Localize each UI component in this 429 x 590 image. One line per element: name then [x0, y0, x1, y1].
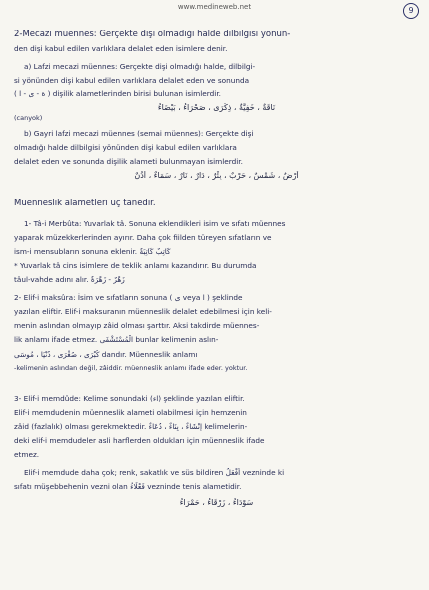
text-line: Elif-i memdudenin müenneslik alameti olabilmesi için hemzenin — [14, 408, 247, 417]
text-line: den dişi kabul edilen varlıklara delalet eden isimlere denir. — [14, 44, 228, 53]
arabic-examples-line: سَوْدَاءُ ، زَرْقَاءُ ، حَمْرَاءُ — [179, 498, 254, 507]
text-line: ism-i mensubların sonuna eklenir. كَاتِبٌ كَاتِبَةٌ — [14, 247, 171, 256]
subheading-lafzi: a) Lafzi mecazi müennes: Gerçekte dişi olmadığı halde, dilbilgi- — [24, 62, 256, 71]
site-watermark: www.medineweb.net — [177, 3, 252, 11]
text-line: delalet eden ve sonunda dişilik alameti bulunmayan isimlerdir. — [14, 157, 243, 166]
text-line: si yönünden dişi kabul edilen varlıklara delalet eden ve sonunda — [14, 76, 250, 85]
text-line: tâul-vahde adını alır. زَهْرٌ - زَهْرَةٌ — [14, 275, 125, 284]
text-line: lik anlamı ifade etmez. الْمُسْتَشْفَى bunlar kelimenin aslın- — [14, 335, 219, 344]
note-line: -kelimenin aslından değil, zâiddir. müenneslik anlamı ifade eder. yoktur. — [14, 364, 248, 372]
note-line: * Yuvarlak tâ cins isimlere de teklik anlamı kazandırır. Bu durumda — [14, 261, 257, 270]
text-line: yazılan eliftir. Elif-i maksuranın müenneslik delalet edebilmesi için keli- — [14, 307, 272, 316]
section-heading-mecazi: 2-Mecazi müennes: Gerçekte dişi olmadığı halde dilbilgisi yönün- — [14, 30, 291, 39]
text-line: deki elif-i memdudeler asli harflerden oldukları için müenneslik ifade — [14, 436, 265, 445]
subheading-gayri-lafzi: b) Gayri lafzi mecazi müennes (semai müennes): Gerçekte dişi — [24, 129, 254, 138]
text-line: zâid (fazlalık) olması gerekmektedir. إِنْشَاءٌ ، بِنَاءٌ ، دُعَاءٌ kelimelerin- — [14, 422, 248, 431]
item-elif-maksura: 2- Elif-i maksûra: İsim ve sıfatların sonuna ( ى veya ا ) şeklinde — [14, 293, 243, 302]
arabic-examples-line: أَرْضٌ ، شَمْسٌ ، حَرْبٌ ، بِئْرٌ ، دَارٌ ، نَارٌ ، سَمَاءٌ ، أُذُنٌ — [134, 171, 299, 180]
text-line: sıfatı müşebbehenin vezni olan فَعْلَاءُ vezninde tenis alametidir. — [14, 482, 242, 491]
text-line: yaparak müzekkerlerinden ayırır. Daha çok fiilden türeyen sıfatların ve — [14, 233, 272, 242]
text-line: menin aslından olmayıp zâid olması şarttır. Aksi takdirde müennes- — [14, 321, 260, 330]
text-line: olmadığı halde dilbilgisi yönünden dişi kabul edilen varlıklara — [14, 143, 237, 152]
arabic-examples-line: نَاقَةٌ ، خَفِيَّةٌ ، ذِكْرَى ، صَحْرَاءُ ، بَيْضَاءُ — [157, 103, 276, 112]
text-line: etmez. — [14, 450, 40, 459]
section-heading-alametler: Müenneslik alametleri üç tanedir. — [14, 199, 156, 208]
text-line: Elif-i memdude daha çok; renk, sakatlık ve süs bildiren أَفْعَلُ vezninde ki — [24, 468, 285, 477]
item-elif-memdude: 3- Elif-i memdûde: Kelime sonundaki (اء) şeklinde yazılan eliftir. — [14, 394, 245, 403]
item-tai-merbuta: 1- Tâ-i Merbûta: Yuvarlak tâ. Sonuna eklendikleri isim ve sıfatı müennes — [24, 219, 286, 228]
page-number: 9 — [403, 3, 419, 19]
text-line: ( ة - ى - ا ) dişilik alametlerinden birisi bulunan isimlerdir. — [14, 89, 221, 98]
text-line-canyok: (canyok) — [14, 114, 43, 122]
arabic-examples-line: كُبْرَى ، صُغْرَى ، دُنْيَا ، مُوسَى dandır. Müenneslik anlamı — [14, 350, 198, 359]
